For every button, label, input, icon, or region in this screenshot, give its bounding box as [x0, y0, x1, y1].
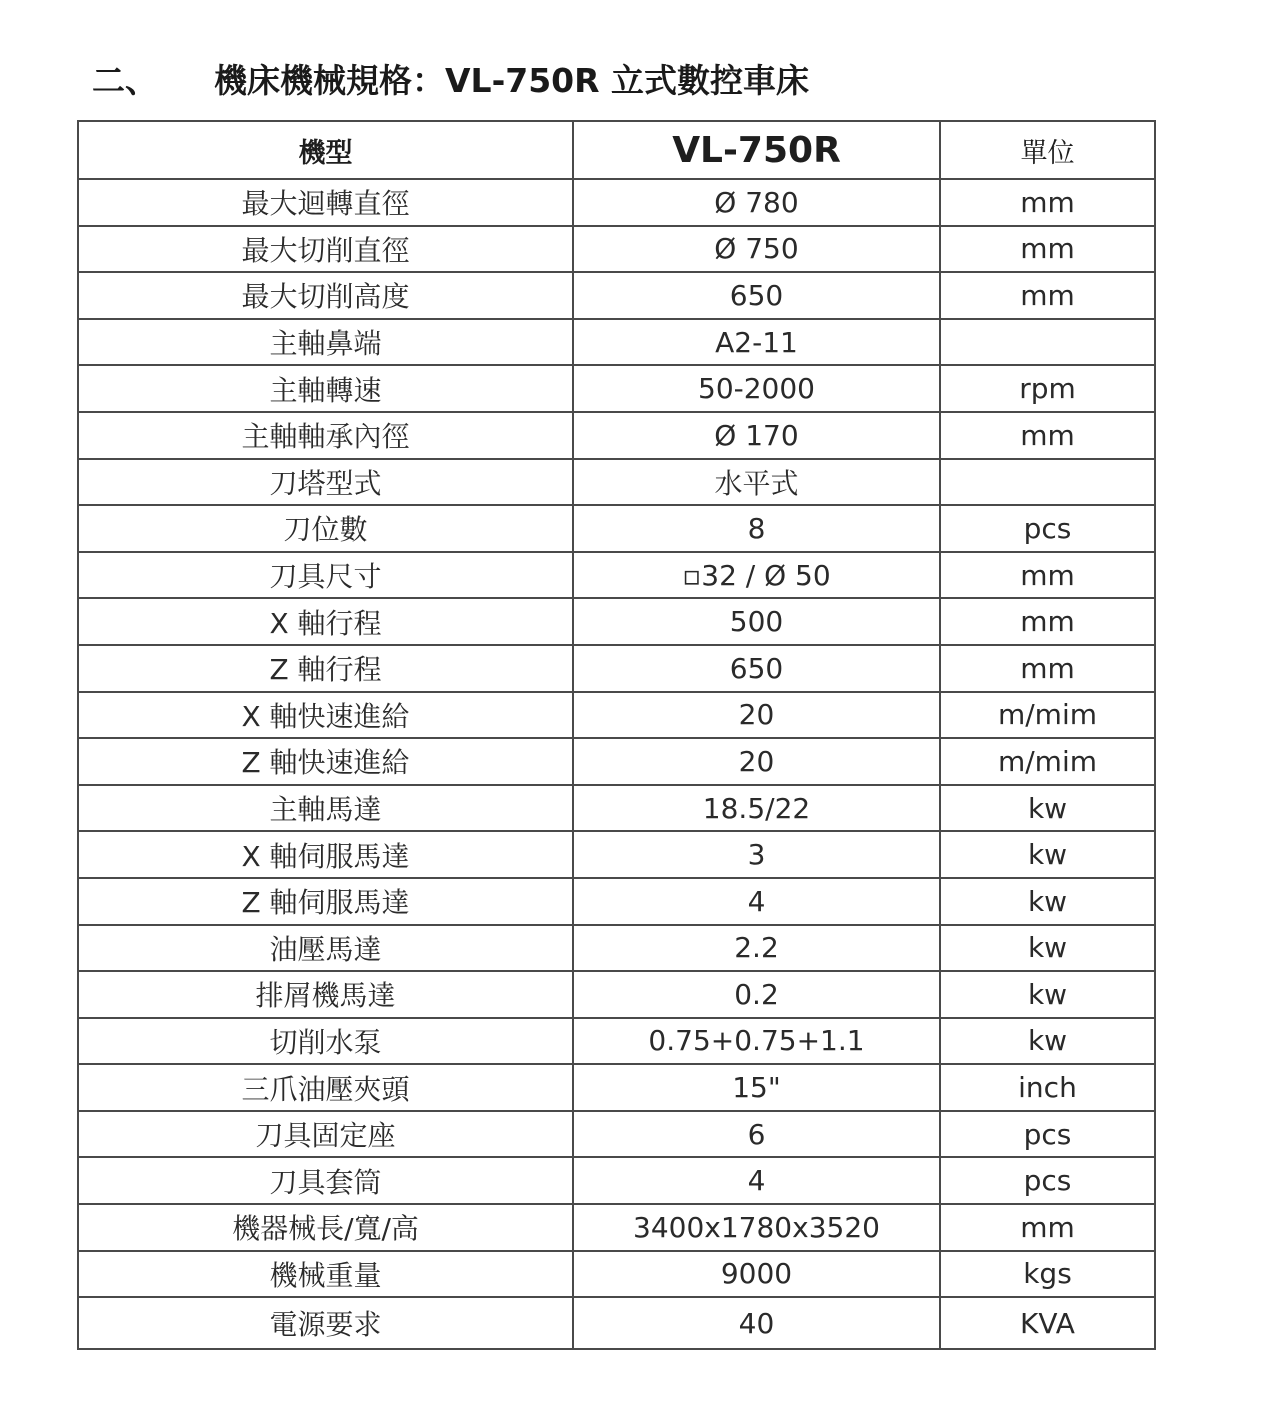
spec-label-cell: 主軸轉速	[78, 365, 573, 412]
spec-unit-cell: kw	[940, 971, 1155, 1018]
spec-value-cell: Ø 750	[573, 226, 940, 273]
spec-value-cell: 8	[573, 505, 940, 552]
table-row	[78, 971, 1155, 1018]
spec-label-cell: 刀具固定座	[78, 1111, 573, 1158]
spec-value-cell: 650	[573, 272, 940, 319]
spec-unit-cell: mm	[940, 272, 1155, 319]
header-model-label: 機型	[78, 121, 573, 179]
table-row	[78, 272, 1155, 319]
table-row	[78, 505, 1155, 552]
table-row	[78, 878, 1155, 925]
spec-table	[77, 120, 1156, 1350]
spec-value-cell: A2-11	[573, 319, 940, 366]
spec-label-cell: 切削水泵	[78, 1018, 573, 1065]
spec-value-cell: 500	[573, 598, 940, 645]
table-row	[78, 1111, 1155, 1158]
spec-label-cell: 排屑機馬達	[78, 971, 573, 1018]
spec-label-cell: 主軸軸承內徑	[78, 412, 573, 459]
spec-unit-cell: mm	[940, 552, 1155, 599]
spec-value-cell: 18.5/22	[573, 785, 940, 832]
spec-label-cell: 最大切削直徑	[78, 226, 573, 273]
spec-value-cell: 6	[573, 1111, 940, 1158]
spec-value-cell: 3400x1780x3520	[573, 1204, 940, 1251]
spec-unit-cell: kgs	[940, 1251, 1155, 1298]
spec-label-cell: 油壓馬達	[78, 925, 573, 972]
header-model-value: VL-750R	[573, 121, 940, 179]
spec-value-cell: 40	[573, 1297, 940, 1349]
spec-unit-cell	[940, 459, 1155, 506]
spec-value-cell: 650	[573, 645, 940, 692]
section-number: 二、	[92, 60, 158, 100]
spec-label-cell: 三爪油壓夾頭	[78, 1064, 573, 1111]
spec-label-cell: Z 軸行程	[78, 645, 573, 692]
spec-label-cell: X 軸快速進給	[78, 692, 573, 739]
spec-value-cell: 15"	[573, 1064, 940, 1111]
spec-value-cell: 水平式	[573, 459, 940, 506]
table-row	[78, 1064, 1155, 1111]
table-row	[78, 785, 1155, 832]
spec-unit-cell: mm	[940, 598, 1155, 645]
table-row	[78, 412, 1155, 459]
spec-value-cell: Ø 780	[573, 179, 940, 226]
table-row	[78, 1204, 1155, 1251]
table-row	[78, 598, 1155, 645]
spec-label-cell: 刀具尺寸	[78, 552, 573, 599]
spec-unit-cell: inch	[940, 1064, 1155, 1111]
spec-label-cell: 最大切削高度	[78, 272, 573, 319]
spec-table-body	[78, 179, 1155, 1349]
header-unit: 單位	[940, 121, 1155, 179]
table-row	[78, 645, 1155, 692]
spec-unit-cell: pcs	[940, 1111, 1155, 1158]
spec-value-cell: 0.75+0.75+1.1	[573, 1018, 940, 1065]
spec-unit-cell: mm	[940, 645, 1155, 692]
table-row	[78, 552, 1155, 599]
spec-unit-cell	[940, 319, 1155, 366]
spec-label-cell: 刀具套筒	[78, 1157, 573, 1204]
spec-label-cell: 機器械長/寬/高	[78, 1204, 573, 1251]
table-row	[78, 179, 1155, 226]
spec-unit-cell: kw	[940, 925, 1155, 972]
table-row	[78, 1157, 1155, 1204]
spec-value-cell: 20	[573, 738, 940, 785]
spec-unit-cell: mm	[940, 179, 1155, 226]
spec-label-cell: Z 軸快速進給	[78, 738, 573, 785]
spec-unit-cell: m/mim	[940, 738, 1155, 785]
spec-unit-cell: kw	[940, 878, 1155, 925]
spec-value-cell: 50-2000	[573, 365, 940, 412]
spec-label-cell: 電源要求	[78, 1297, 573, 1349]
table-row	[78, 831, 1155, 878]
table-row	[78, 365, 1155, 412]
spec-value-cell: 0.2	[573, 971, 940, 1018]
spec-unit-cell: pcs	[940, 1157, 1155, 1204]
spec-value-cell: ▫32 / Ø 50	[573, 552, 940, 599]
section-heading	[92, 54, 809, 102]
spec-label-cell: 主軸馬達	[78, 785, 573, 832]
spec-unit-cell: mm	[940, 226, 1155, 273]
spec-unit-cell: mm	[940, 1204, 1155, 1251]
spec-unit-cell: KVA	[940, 1297, 1155, 1349]
table-row	[78, 692, 1155, 739]
spec-value-cell: 3	[573, 831, 940, 878]
spec-unit-cell: mm	[940, 412, 1155, 459]
spec-value-cell: 4	[573, 1157, 940, 1204]
spec-unit-cell: m/mim	[940, 692, 1155, 739]
table-row	[78, 925, 1155, 972]
spec-unit-cell: pcs	[940, 505, 1155, 552]
spec-label-cell: 主軸鼻端	[78, 319, 573, 366]
spec-value-cell: 2.2	[573, 925, 940, 972]
table-row	[78, 319, 1155, 366]
spec-value-cell: 9000	[573, 1251, 940, 1298]
spec-label-cell: Z 軸伺服馬達	[78, 878, 573, 925]
spec-label-cell: 刀塔型式	[78, 459, 573, 506]
spec-unit-cell: kw	[940, 831, 1155, 878]
spec-value-cell: 4	[573, 878, 940, 925]
spec-label-cell: 刀位數	[78, 505, 573, 552]
spec-label-cell: 機械重量	[78, 1251, 573, 1298]
spec-label-cell: X 軸伺服馬達	[78, 831, 573, 878]
table-row	[78, 459, 1155, 506]
table-row	[78, 738, 1155, 785]
spec-unit-cell: rpm	[940, 365, 1155, 412]
spec-label-cell: 最大迴轉直徑	[78, 179, 573, 226]
table-header-row	[78, 121, 1155, 179]
section-title: 機床機械規格：VL-750R 立式數控車床	[214, 60, 810, 100]
spec-value-cell: Ø 170	[573, 412, 940, 459]
spec-label-cell: X 軸行程	[78, 598, 573, 645]
table-row	[78, 1018, 1155, 1065]
table-row	[78, 1251, 1155, 1298]
spec-value-cell: 20	[573, 692, 940, 739]
table-row	[78, 1297, 1155, 1349]
spec-unit-cell: kw	[940, 785, 1155, 832]
table-row	[78, 226, 1155, 273]
spec-unit-cell: kw	[940, 1018, 1155, 1065]
